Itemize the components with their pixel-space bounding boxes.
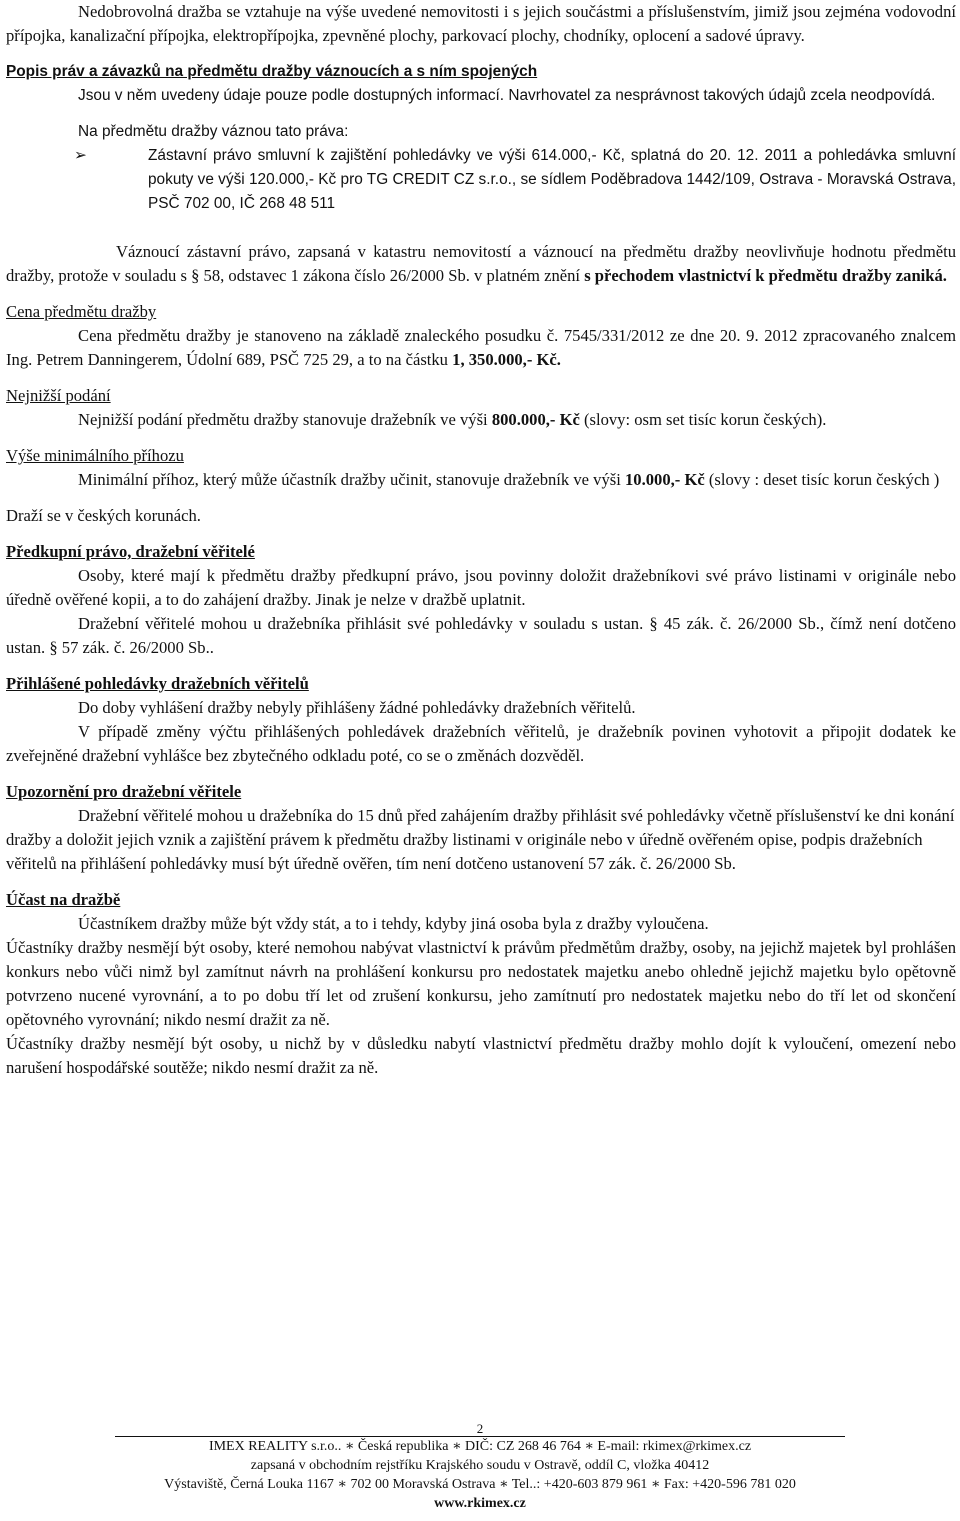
- min-bid-heading: Nejnižší podání: [6, 386, 111, 405]
- claims-heading: Přihlášené pohledávky dražebních věřitelů: [6, 674, 309, 693]
- rights-paragraph-3: Váznoucí zástavní právo, zapsaná v katastru nemovitostí a váznoucí na předmětu dražby neovlivňuje hodnotu předmětu dražby, protože v souladu s § 58, odstavec 1 zákona číslo 26/2000 Sb. v platném znění s přechodem vlastnictví k předmětu dražby zaniká.: [6, 242, 956, 285]
- rights-bullet-text: Zástavní právo smluvní k zajištění pohledávky ve výši 614.000,- Kč, splatná do 20. 12. 2011 a pohledávka smluvní pokuty ve výši 120.000,- Kč pro TG CREDIT CZ s.r.o., se sídlem Poděbradova 1442/109, Ostrava - Moravská Ostrava, PSČ 702 00, IČ 268 48 511: [148, 147, 956, 212]
- footer-website-link[interactable]: www.rkimex.cz: [434, 1496, 526, 1511]
- page-number: 2: [476, 1421, 484, 1436]
- min-bid-paragraph: Nejnižší podání předmětu dražby stanovuje dražebník ve výši 800.000,- Kč (slovy: osm set tisíc korun českých).: [78, 410, 827, 429]
- participation-paragraph-3: Účastníky dražby nesmějí být osoby, u nichž by v důsledku nabytí vlastnictví předmětu dražby mohlo dojít k vyloučení, omezení nebo narušení hospodářské soutěže; nikdo nesmí dražit za ně.: [6, 1034, 956, 1077]
- min-bid-amount: 800.000,- Kč: [491, 410, 580, 429]
- claims-paragraph-2: V případě změny výčtu přihlášených pohledávek dražebních věřitelů, je dražebník povinen vyhotovit a připojit dodatek ke zveřejněné dražební vyhlášce bez zbytečného odkladu poté, co se o změnách dozvěděl.: [6, 722, 956, 765]
- rights-paragraph-1: Jsou v něm uvedeny údaje pouze podle dostupných informací. Navrhovatel za nesprávnost takových údajů zcela neodpovídá.: [78, 87, 936, 104]
- min-increment-heading: Výše minimálního příhozu: [6, 446, 184, 465]
- preemption-paragraph-2: Dražební věřitelé mohou u dražebníka přihlásit své pohledávky v souladu s ustan. § 45 zák. č. 26/2000 Sb., čímž není dotčeno ustan. § 57 zák. č. 26/2000 Sb..: [6, 614, 956, 657]
- participation-paragraph-2: Účastníky dražby nesmějí být osoby, které nemohou nabývat vlastnictví k právům předmětům dražby, osoby, na jejichž majetek byl prohlášen konkurs nebo vůči nimž byl zamítnut návrh na prohlášení konkursu pro nedostatek majetku anebo ohledně jejichž majetku bylo opětovně potvrzeno nucené vyrovnání, a to po dobu tří let od zrušení konkursu, jeho zamítnutí pro nedostatek majetku nebo do tří let od skončení opětovného vyrovnání; nikdo nesmí dražit za ně.: [6, 938, 956, 1029]
- price-amount: 1, 350.000,- Kč.: [452, 350, 561, 369]
- intro-paragraph: Nedobrovolná dražba se vztahuje na výše uvedené nemovitosti i s jejich součástmi a příslušenstvím, jimiž jsou zejména vodovodní přípojka, kanalizační přípojka, elektropřípojka, zpevněné plochy, parkovací plochy, chodníky, oplocení a sadové úpravy.: [6, 2, 956, 45]
- notice-heading: Upozornění pro dražební věřitele: [6, 782, 242, 801]
- participation-heading: Účast na dražbě: [6, 890, 121, 909]
- price-heading: Cena předmětu dražby: [6, 302, 157, 321]
- footer-registry-line: zapsaná v obchodním rejstříku Krajského soudu v Ostravě, oddíl C, vložka 40412: [250, 1458, 710, 1473]
- min-increment-paragraph: Minimální příhoz, který může účastník dražby učinit, stanovuje dražebník ve výši 10.000,- Kč (slovy : deset tisíc korun českých ): [78, 470, 940, 489]
- footer-address-line: Výstaviště, Černá Louka 1167 ∗ 702 00 Moravská Ostrava ∗ Tel..: +420-603 879 961 ∗ Fax: +420-596 781 020: [164, 1477, 796, 1492]
- preemption-paragraph-1: Osoby, které mají k předmětu dražby předkupní právo, jsou povinny doložit dražebníkovi své právo listinami v originále nebo úředně ověřené kopii, a to do zahájení dražby. Jinak je nelze v dražbě uplatnit.: [6, 566, 956, 609]
- rights-paragraph-2: Na předmětu dražby váznou tato práva:: [78, 123, 349, 140]
- preemption-heading: Předkupní právo, dražební věřitelé: [6, 542, 255, 561]
- claims-paragraph-1: Do doby vyhlášení dražby nebyly přihlášeny žádné pohledávky dražebních věřitelů.: [78, 698, 636, 717]
- document-page: [6, 0, 956, 1080]
- page-footer: [0, 1422, 960, 1513]
- participation-paragraph-1: Účastníkem dražby může být vždy stát, a to i tehdy, kdyby jiná osoba byla z dražby vyloučena.: [78, 914, 709, 933]
- arrow-bullet-icon: ➢: [74, 147, 87, 164]
- rights-heading: Popis práv a závazků na předmětu dražby váznoucích a s ním spojených: [6, 63, 538, 80]
- notice-paragraph: Dražební věřitelé mohou u dražebníka do 15 dnů před zahájením dražby přihlásit své pohledávky včetně příslušenství ke dni konání dražby a doložit jejich vznik a zajištění právem k předmětu dražby listinami v originále nebo v úředně ověřeném opise, podpis dražebních věřitelů na přihlášení pohledávky musí být úředně ověřen, tím není dotčeno ustanovení 57 zák. č. 26/2000 Sb.: [6, 806, 955, 873]
- rights-bullet-item: [6, 144, 956, 216]
- min-increment-amount: 10.000,- Kč: [625, 470, 705, 489]
- rights-paragraph-3-bold: s přechodem vlastnictví k předmětu dražby zaniká.: [584, 266, 947, 285]
- footer-company-line: IMEX REALITY s.r.o.. ∗ Česká republika ∗ DIČ: CZ 268 46 764 ∗ E-mail: rkimex@rkimex.cz: [208, 1439, 752, 1454]
- currency-paragraph: Draží se v českých korunách.: [6, 506, 201, 525]
- price-paragraph: Cena předmětu dražby je stanoveno na základě znaleckého posudku č. 7545/331/2012 ze dne 20. 9. 2012 zpracovaného znalcem Ing. Petrem Danningerem, Údolní 689, PSČ 725 29, a to na částku 1, 350.000,- Kč.: [6, 326, 956, 369]
